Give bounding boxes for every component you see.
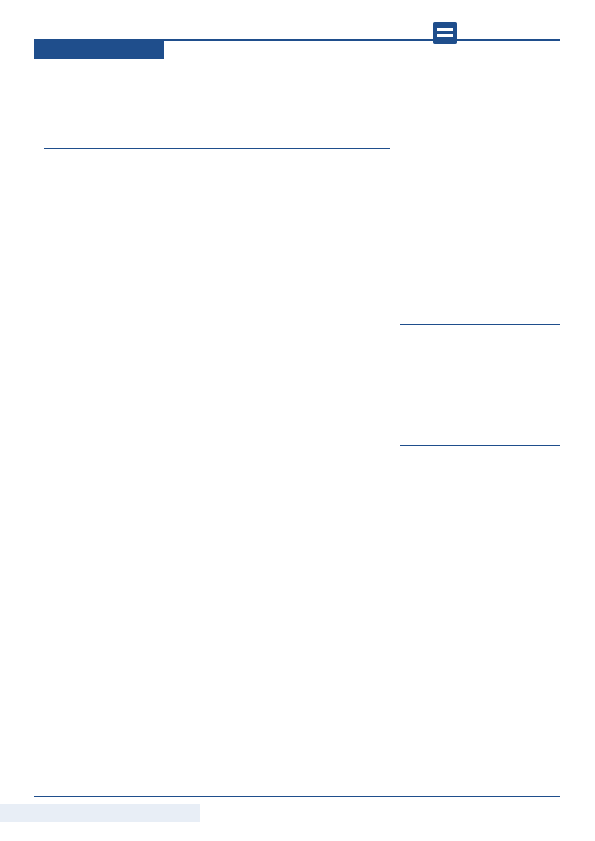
investment-points [44,137,390,145]
report-type-band [34,41,164,59]
investment-rule [44,148,390,149]
footer-rule [34,796,560,797]
trend-rule [400,324,560,325]
related-rule [400,445,560,446]
industry-trend-chart [400,330,560,410]
disclaimer-note [0,804,200,822]
